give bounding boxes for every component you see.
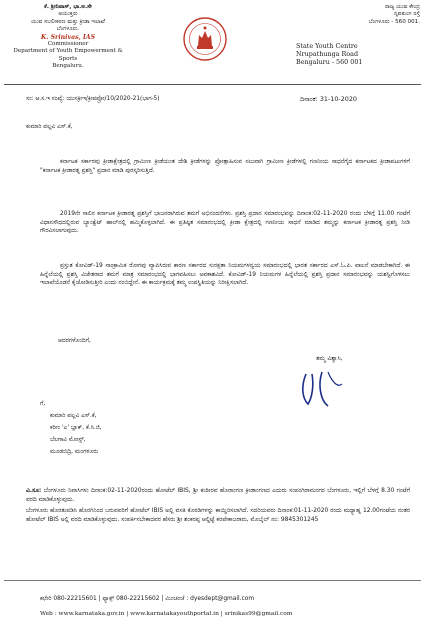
officer-title-kannada: ಆಯುಕ್ತರು bbox=[58, 11, 78, 18]
city-kannada: ಬೆಂಗಳೂರು. bbox=[56, 26, 80, 33]
address-english-1: State Youth Centre bbox=[296, 42, 358, 51]
recipient-address-3: ಮೂಡಬಿದ್ರಿ, ಮಂಗಳೂರು bbox=[50, 449, 99, 455]
address-kannada-2: ನೃಪತುಂಗ ರಸ್ತೆ bbox=[393, 11, 420, 18]
salutation: ಕುಮಾರಿ ಪಲ್ಲವಿ ಎಸ್.ಕೆ, bbox=[26, 124, 73, 130]
city: Bengaluru. bbox=[52, 63, 84, 70]
department-name: Department of Youth Empowerment & Sports bbox=[13, 48, 123, 62]
reference-number: ಸಂ: ಆ.ಸ.ಇ ಸಂಖ್ಯೆ: ಯುಸಕ್ರೀಇ/ಕ್ರೀಪಪ್ರೋ/10/2020-21(ಭಾಗ-5) bbox=[26, 96, 160, 102]
letterhead-left bbox=[8, 4, 128, 71]
recipient-to: ಗೆ, bbox=[40, 401, 46, 407]
department-kannada: ಯುವ ಸಬಲೀಕರಣ ಮತ್ತು ಕ್ರೀಡಾ ಇಲಾಖೆ bbox=[31, 18, 105, 25]
note-block bbox=[26, 487, 410, 525]
address-kannada-1: ರಾಜ್ಯ ಯುವ ಕೇಂದ್ರ bbox=[384, 4, 420, 10]
note-label: ವಿ.ಸೂ: bbox=[26, 488, 42, 494]
officer-name-kannada: ಕೆ. ಶ್ರೀನಿವಾಸ್, ಭಾ.ಆ.ಸೇ bbox=[44, 4, 92, 10]
body-paragraph-3: ಪ್ರಸ್ತುತ ಕೋವಿಡ್-19 ಸಾಂಕ್ರಾಮಿಕ ರೋಗವು ವ್ಯಾಪಿಸಿರುವ ಕಾರಣ ಸರ್ಕಾರದ ಸುರಕ್ಷತಾ ನಿಯಮಗಳನ್ವಯ ಸಮಾರಂಭದಲ್ಲಿ ಭಾರತ ಸರ್ಕಾರದ ಎಸ್.ಓ.ಪಿ. ಪಾಲನೆ ಮಾಡಬೇಕಾಗಿದೆ. ಈ ಹಿನ್ನೆಲೆಯಲ್ಲಿ ಪ್ರಶಸ್ತಿ ವಿಜೇತರಾದ ತಮಗೆ ಮಾತ್ರ ಸಮಾರಂಭದಲ್ಲಿ ಭಾಗವಹಿಸಲು ಅವಕಾಶವಿದೆ. ಕೋವಿಡ್-19 ನಿಯಮಗಳ ಹಿನ್ನೆಲೆಯಲ್ಲಿ ಪ್ರಶಸ್ತಿ ಪ್ರದಾನ ಸಮಾರಂಭವನ್ನು ಯಶಸ್ವಿಗೊಳಿಸಲು ಇಲಾಖೆಯೊಡನೆ ಕೈಜೋಡಿಸುತ್ತೀರಿ ಎಂದು ನಂಬಿದ್ದೇನೆ. ಈ ಕಾರ್ಯಕ್ರಮಕ್ಕೆ ತಮ್ಮ ಉಪಸ್ಥಿತಿಯನ್ನು ನಿರೀಕ್ಷಿಸಲಾಗಿದೆ. bbox=[40, 263, 410, 287]
header-divider bbox=[4, 84, 421, 85]
officer-name: K. Srinivas, IAS bbox=[40, 33, 96, 41]
signature-label: ತಮ್ಮ ವಿಶ್ವಾಸಿ, bbox=[316, 356, 343, 362]
closing: ಆದರಗಳೊಂದಿಗೆ, bbox=[58, 338, 91, 344]
footer-web: Web : www.karnataka.gov.in | www.karnatakayouthportal.in | srinikas99@gmail.com bbox=[40, 611, 293, 617]
recipient-address-1: ಕರೀಂ 'ಎ' ಬ್ಲಾಕ್, ಕೆ.ಸಿ.ಜಿ, bbox=[50, 425, 102, 431]
recipient-name: ಕುಮಾರಿ ಪಲ್ಲವಿ ಎಸ್.ಕೆ, bbox=[50, 413, 97, 419]
address-english-3: Bengaluru - 560 001 bbox=[296, 58, 363, 67]
handwritten-signature bbox=[298, 364, 358, 414]
recipient-block bbox=[40, 398, 102, 458]
footer-divider bbox=[4, 580, 421, 581]
letterhead-right bbox=[296, 4, 420, 66]
letter-date: ದಿನಾಂಕ: 31-10-2020 bbox=[300, 95, 357, 103]
note-text-2: ಬೆಂಗಳೂರು ಹೊರತುಪಡಿಸಿ ಹೊರಗಿನಿಂದ ಬರುವವರಿಗೆ ಹೋಟೆಲ್ IBIS ಅಲ್ಲಿ ವಸತಿ ಕೊಠಡಿಗಳನ್ನು ಕಾಯ್ದಿರಿಸಲಾಗಿದೆ. ಸದರಿಯವರು ದಿನಾಂಕ:01-11-2020 ರಂದು ಮಧ್ಯಾಹ್ನ 12.00ಗಂಟೆಯ ನಂತರ ಹೋಟೆಲ್ IBIS ಅಲ್ಲಿ ವರದಿ ಮಾಡಿಕೊಳ್ಳುವುದು. ಸಂಪರ್ಕಿಸಬೇಕಾದವರ ಹೆಸರು ಶ್ರೀ ಶಂಕರಪ್ಪ ಆಲ್ದಿಟ್ಟೆ ಕರಪೇಕಾಜರಾರು, ಮೊಬೈಲ್ ನಂ: 9845301245 bbox=[26, 508, 410, 523]
address-kannada-3: ಬೆಂಗಳೂರು - 560 001. bbox=[368, 18, 420, 25]
officer-designation: Commissioner bbox=[47, 41, 89, 48]
recipient-address-2: ಬೆಲಗಾವಿ ಮೋಸ್ಟ್, bbox=[50, 437, 86, 443]
note-text-1: ಬೆಂಗಳೂರು ನಿವಾಸಿಗಳು ದಿನಾಂಕ:02-11-2020ರಂದು ಹೋಟೆಲ್ IBIS, ಶ್ರೀ ಕಂಠೀರವ ಹೊರಾಂಗಣ ಕ್ರೀಡಾಂಗಣದ ಎದುರು ಸಂಪಂಗಿರಾಮನಗರ ಬೆಂಗಳೂರು, ಇಲ್ಲಿಗೆ ಬೆಳಗ್ಗೆ 8.30 ಗಂಟೆಗೆ ವರದಿ ಮಾಡಿಕೊಳ್ಳುವುದು. bbox=[26, 488, 410, 503]
body-paragraph-2: 2019ನೇ ಸಾಲಿನ ಕರ್ನಾಟಕ ಕ್ರೀಡಾರತ್ನ ಪ್ರಶಸ್ತಿಗೆ ಭಾಜನರಾಗಿರುವ ತಮಗೆ ಅಭಿನಂದನೆಗಳು. ಪ್ರಶಸ್ತಿ ಪ್ರದಾನ ಸಮಾರಂಭವನ್ನು ದಿನಾಂಕ:02-11-2020 ರಂದು ಬೆಳಿಗ್ಗೆ 11.00 ಗಂಟೆಗೆ ವಿಧಾನಸೌಧದಲ್ಲಿರುವ ಬ್ಯಾಂಕ್ವೆಟ್ ಹಾಲ್‌ನಲ್ಲಿ ಹಮ್ಮಿಕೊಳ್ಳಲಾಗಿದೆ. ಈ ಪ್ರತಿಷ್ಠಿತ ಸಮಾರಂಭದಲ್ಲಿ ಕ್ರೀಡಾ ಕ್ಷೇತ್ರದಲ್ಲಿ ಗಣನೀಯ ಸಾಧನೆ ಮಾಡಿದ ತಮ್ಮನ್ನು ಕರ್ನಾಟಕ ಕ್ರೀಡಾರತ್ನ ಪ್ರಶಸ್ತಿ ನೀಡಿ ಗೌರವಿಸಲಾಗುವುದು. bbox=[40, 211, 410, 235]
address-english-2: Nrupathunga Road bbox=[296, 50, 359, 59]
footer-contact: ಕಛೇರಿ 080-22215601 | ಫ್ಯಾಕ್ಸ್ 080-22215602 | ಮಿಂಚಂಚೆ : dyesdept@gmail.com bbox=[40, 596, 255, 602]
body-paragraph-1: ಕರ್ನಾಟಕ ಸರ್ಕಾರವು ಕ್ರೀಡಾಕ್ಷೇತ್ರದಲ್ಲಿ ಗ್ರಾಮೀಣ ಕ್ರೀಡೆಯಂತ ದೇಶಿ ಕ್ರೀಡೆಗಳನ್ನು ಪ್ರೋತ್ಸಾಹಿಸುವ ಸಲುವಾಗಿ ಗ್ರಾಮೀಣ ಕ್ರೀಡೆಗಳಲ್ಲಿ ಗಣನೀಯ ಸಾಧನೆಗೈದ ಕರ್ನಾಟಕದ ಕ್ರೀಡಾಪಟುಗಳಿಗೆ "ಕರ್ನಾಟಕ ಕ್ರೀಡಾರತ್ನ ಪ್ರಶಸ್ತಿ" ಪ್ರದಾನ ಮಾಡಿ ಪುರಸ್ಕರಿಸುತ್ತಿದೆ. bbox=[40, 159, 410, 174]
karnataka-emblem bbox=[182, 16, 228, 62]
